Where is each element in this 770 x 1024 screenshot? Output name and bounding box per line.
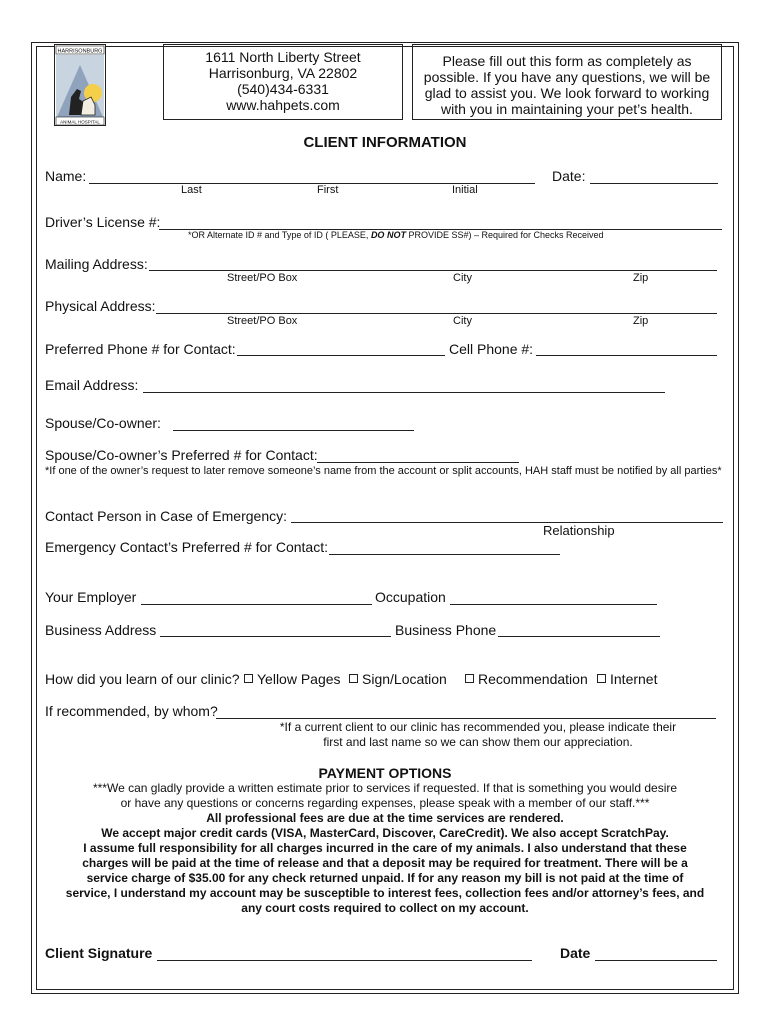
occupation-field[interactable] — [450, 604, 657, 605]
street-caption: Street/PO Box — [227, 315, 298, 327]
initial-caption: Initial — [452, 184, 478, 196]
occupation-label: Occupation — [375, 589, 446, 605]
email-label: Email Address: — [45, 377, 139, 393]
spouse-note: *If one of the owner’s request to later remove someone’s name from the account or split accounts, HAH staff must be notified by all parties* — [45, 465, 722, 477]
recommended-note: *If a current client to our clinic has recommended you, please indicate their first and last name so we can show them our appreciation. — [279, 720, 677, 749]
business-address-field[interactable] — [160, 636, 391, 637]
instructions-box — [412, 44, 722, 120]
email-field[interactable] — [143, 392, 665, 393]
instructions-line: Please fill out this form as completely as — [442, 53, 692, 69]
preferred-phone-label: Preferred Phone # for Contact: — [45, 341, 236, 357]
recommended-by-field[interactable] — [216, 718, 716, 719]
street-caption: Street/PO Box — [227, 272, 298, 284]
last-name-caption: Last — [181, 184, 202, 196]
instructions-line: with you in maintaining your pet’s health. — [441, 101, 693, 117]
employer-field[interactable] — [141, 604, 372, 605]
zip-caption: Zip — [633, 272, 649, 284]
learn-label: How did you learn of our clinic? — [45, 671, 240, 687]
business-phone-label: Business Phone — [395, 622, 497, 638]
date-field[interactable] — [590, 183, 718, 184]
emergency-phone-field[interactable] — [329, 554, 560, 555]
hospital-logo — [54, 44, 106, 126]
client-info-title: CLIENT INFORMATION — [303, 134, 467, 151]
employer-label: Your Employer — [45, 589, 137, 605]
relationship-caption: Relationship — [543, 523, 615, 538]
client-signature-label: Client Signature — [45, 945, 153, 961]
logo-text-top: HARRISONBURG — [57, 48, 103, 55]
preferred-phone-field[interactable] — [237, 355, 445, 356]
street-address: 1611 North Liberty Street — [205, 49, 361, 65]
signature-date-field[interactable] — [595, 960, 717, 961]
physical-address-field[interactable] — [156, 313, 717, 314]
recommended-by-label: If recommended, by whom? — [45, 703, 218, 719]
emergency-contact-field[interactable] — [291, 522, 723, 523]
checkbox[interactable] — [349, 674, 358, 683]
emergency-contact-label: Contact Person in Case of Emergency: — [45, 508, 288, 524]
license-label: Driver’s License #: — [45, 214, 161, 230]
option-internet[interactable]: Internet — [597, 671, 657, 687]
logo-text-bottom: ANIMAL HOSPITAL — [60, 119, 100, 125]
cell-phone-field[interactable] — [536, 355, 717, 356]
zip-caption: Zip — [633, 315, 649, 327]
website: www.hahpets.com — [226, 97, 340, 113]
physical-address-label: Physical Address: — [45, 298, 156, 314]
cell-phone-label: Cell Phone #: — [449, 341, 534, 357]
option-yellow-pages[interactable]: Yellow Pages — [244, 671, 341, 687]
address-box — [163, 44, 403, 120]
spouse-phone-field[interactable] — [317, 462, 519, 463]
payment-terms: ***We can gladly provide a written estimate prior to services if requested. If that is something you would desire or have any questions or concerns regarding expenses, please speak with a member of our staff.*** All professional fees are due at the time services are rendered. We accept major credit cards (VISA, MasterCard, Discover, CareCredit). We also accept ScratchPay. I assume full responsibility for all charges incurred in the care of my animals. I also understand that these charges will be paid at the time of release and that a deposit may be required for treatment. There will be a service charge of $35.00 for any check returned unpaid. If for any reason my bill is not paid at the time of service, I understand my account may be susceptible to interest fees, collection fees and/or attorney’s fees, and any court costs required to collect on my account. — [65, 781, 705, 915]
client-signature-field[interactable] — [157, 960, 532, 961]
date-label: Date: — [552, 168, 586, 184]
emergency-phone-label: Emergency Contact’s Preferred # for Contact: — [45, 539, 328, 555]
city-state: Harrisonburg, VA 22802 — [208, 65, 358, 81]
payment-options-title: PAYMENT OPTIONS — [318, 765, 452, 781]
name-label: Name: — [45, 168, 87, 184]
business-address-label: Business Address — [45, 622, 157, 638]
city-caption: City — [453, 315, 472, 327]
checkbox[interactable] — [244, 674, 253, 683]
phone-number: (540)434-6331 — [237, 81, 329, 97]
instructions-line: glad to assist you. We look forward to working — [424, 85, 710, 101]
first-name-caption: First — [317, 184, 339, 196]
license-note: *OR Alternate ID # and Type of ID ( PLEASE, DO NOT PROVIDE SS#) – Required for Checks Received — [188, 230, 604, 240]
mailing-address-field[interactable] — [149, 270, 717, 271]
spouse-label: Spouse/Co-owner: — [45, 415, 161, 431]
spouse-phone-label: Spouse/Co-owner’s Preferred # for Contact: — [45, 447, 318, 463]
option-sign-location[interactable]: Sign/Location — [349, 671, 447, 687]
option-recommendation[interactable]: Recommendation — [465, 671, 588, 687]
business-phone-field[interactable] — [498, 636, 660, 637]
mailing-address-label: Mailing Address: — [45, 256, 148, 272]
spouse-field[interactable] — [173, 430, 414, 431]
checkbox[interactable] — [465, 674, 474, 683]
city-caption: City — [453, 272, 472, 284]
signature-date-label: Date — [560, 945, 591, 961]
checkbox[interactable] — [597, 674, 606, 683]
instructions-line: possible. If you have any questions, we will be — [423, 69, 711, 85]
